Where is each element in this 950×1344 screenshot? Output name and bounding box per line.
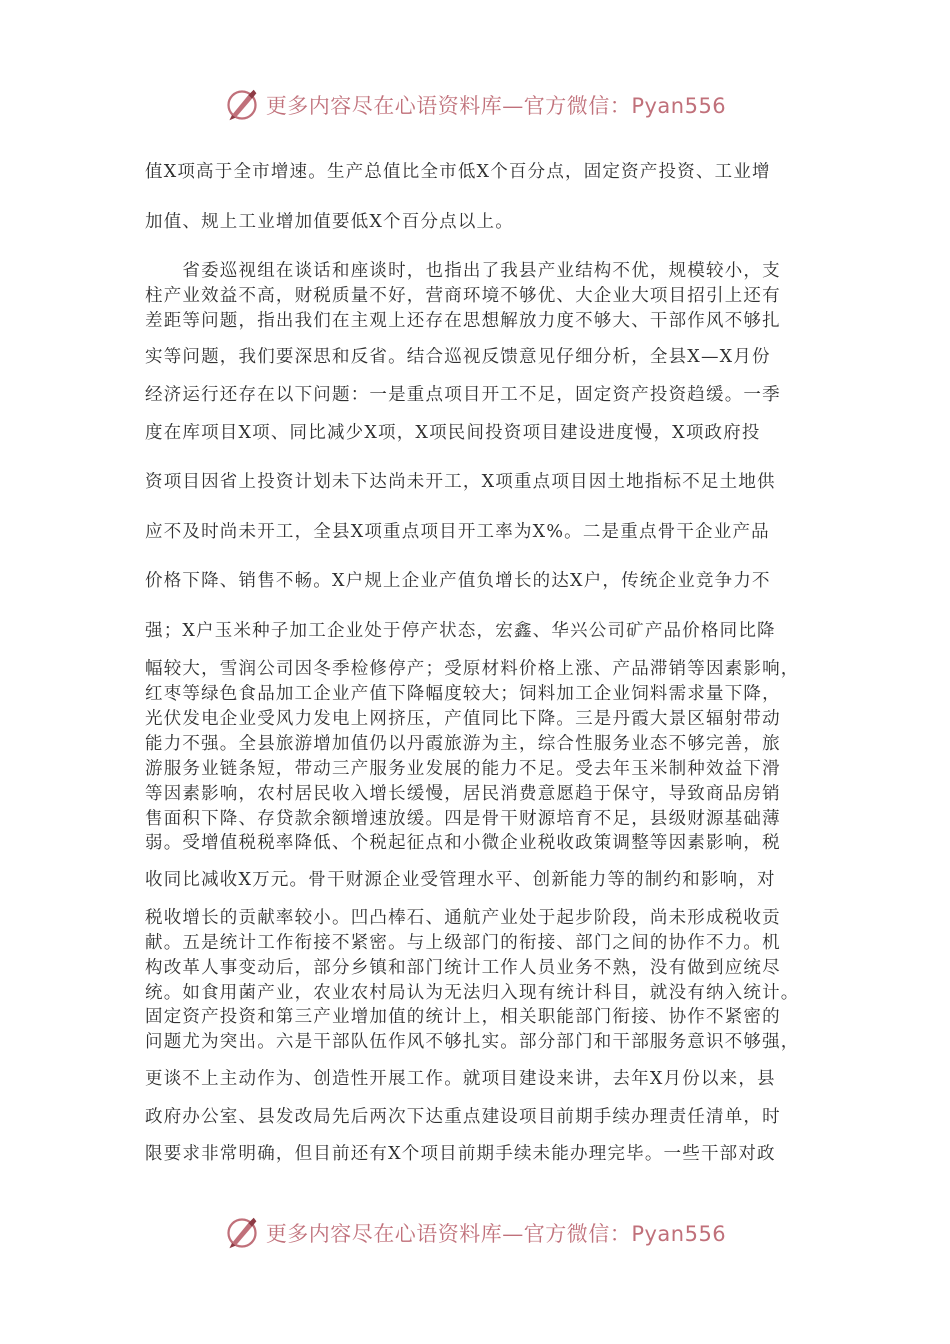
text-line: 献。五是统计工作衔接不紧密。与上级部门的衔接、部门之间的协作不力。机 — [145, 933, 781, 953]
text-line: 构改革人事变动后，部分乡镇和部门统计工作人员业务不熟，没有做到应统尽 — [145, 958, 781, 978]
text-line: 弱。受增值税税率降低、个税起征点和小微企业税收政策调整等因素影响，税 — [145, 833, 781, 853]
text-line: 等因素影响，农村居民收入增长缓慢，居民消费意愿趋于保守，导致商品房销 — [145, 784, 781, 804]
wechat-id: Pyan556 — [631, 1222, 727, 1246]
text-line: 光伏发电企业受风力发电上网挤压，产值同比下降。三是丹霞大景区辐射带动 — [145, 709, 781, 729]
text-line: 资项目因省上投资计划未下达尚未开工，X项重点项目因土地指标不足土地供 — [145, 472, 776, 492]
text-line: 政府办公室、县发改局先后两次下达重点建设项目前期手续办理责任清单，时 — [145, 1107, 781, 1127]
text-line: 问题尤为突出。六是干部队伍作风不够扎实。部分部门和干部服务意识不够强， — [145, 1032, 800, 1052]
brush-pen-logo-icon — [224, 87, 260, 123]
text-line: 游服务业链条短，带动三产服务业发展的能力不足。受去年玉米制种效益下滑 — [145, 759, 781, 779]
text-line: 限要求非常明确，但目前还有X个项目前期手续未能办理完毕。一些干部对政 — [145, 1144, 776, 1164]
text-line: 统。如食用菌产业，农业农村局认为无法归入现有统计科目，就没有纳入统计。 — [145, 983, 800, 1003]
wechat-id: Pyan556 — [631, 94, 727, 118]
text-line: 实等问题，我们要深思和反省。结合巡视反馈意见仔细分析，全县X—X月份 — [145, 347, 771, 367]
text-line: 售面积下降、存贷款余额增速放缓。四是骨干财源培育不足，县级财源基础薄 — [145, 809, 781, 829]
text-line: 加值、规上工业增加值要低X个百分点以上。 — [145, 212, 514, 232]
banner-text: 更多内容尽在心语资料库—官方微信：Pyan556 — [265, 94, 727, 118]
text-line: 柱产业效益不高，财税质量不好，营商环境不够优、大企业大项目招引上还有 — [145, 286, 781, 306]
text-line: 差距等问题，指出我们在主观上还存在思想解放力度不够大、干部作风不够扎 — [145, 311, 781, 331]
text-line: 强；X户玉米种子加工企业处于停产状态，宏鑫、华兴公司矿产品价格同比降 — [145, 621, 776, 641]
text-line: 收同比减收X万元。骨干财源企业受管理水平、创新能力等的制约和影响，对 — [145, 870, 776, 890]
text-line: 度在库项目X项、同比减少X项，X项民间投资项目建设进度慢，X项政府投 — [145, 423, 761, 443]
text-line: 经济运行还存在以下问题：一是重点项目开工不足，固定资产投资趋缓。一季 — [145, 385, 781, 405]
text-line: 能力不强。全县旅游增加值仍以丹霞旅游为主，综合性服务业态不够完善，旅 — [145, 734, 781, 754]
text-line: 更谈不上主动作为、创造性开展工作。就项目建设来讲，去年X月份以来，县 — [145, 1069, 776, 1089]
header-banner — [0, 80, 950, 130]
text-line: 应不及时尚未开工，全县X项重点项目开工率为X%。二是重点骨干企业产品 — [145, 522, 770, 542]
footer-banner — [0, 1208, 950, 1258]
banner-text: 更多内容尽在心语资料库—官方微信：Pyan556 — [265, 1222, 727, 1246]
text-line: 幅较大，雪润公司因冬季检修停产；受原材料价格上涨、产品滞销等因素影响， — [145, 659, 800, 679]
text-line: 固定资产投资和第三产业增加值的统计上，相关职能部门衔接、协作不紧密的 — [145, 1007, 781, 1027]
text-line: 价格下降、销售不畅。X户规上企业产值负增长的达X户，传统企业竞争力不 — [145, 571, 771, 591]
text-line: 红枣等绿色食品加工企业产值下降幅度较大；饲料加工企业饲料需求量下降， — [145, 684, 781, 704]
brush-pen-logo-icon — [224, 1215, 260, 1251]
text-line: 税收增长的贡献率较小。凹凸棒石、通航产业处于起步阶段，尚未形成税收贡 — [145, 908, 781, 928]
text-line: 省委巡视组在谈话和座谈时，也指出了我县产业结构不优，规模较小，支 — [145, 261, 781, 281]
text-line: 值X项高于全市增速。生产总值比全市低X个百分点，固定资产投资、工业增 — [145, 162, 771, 182]
